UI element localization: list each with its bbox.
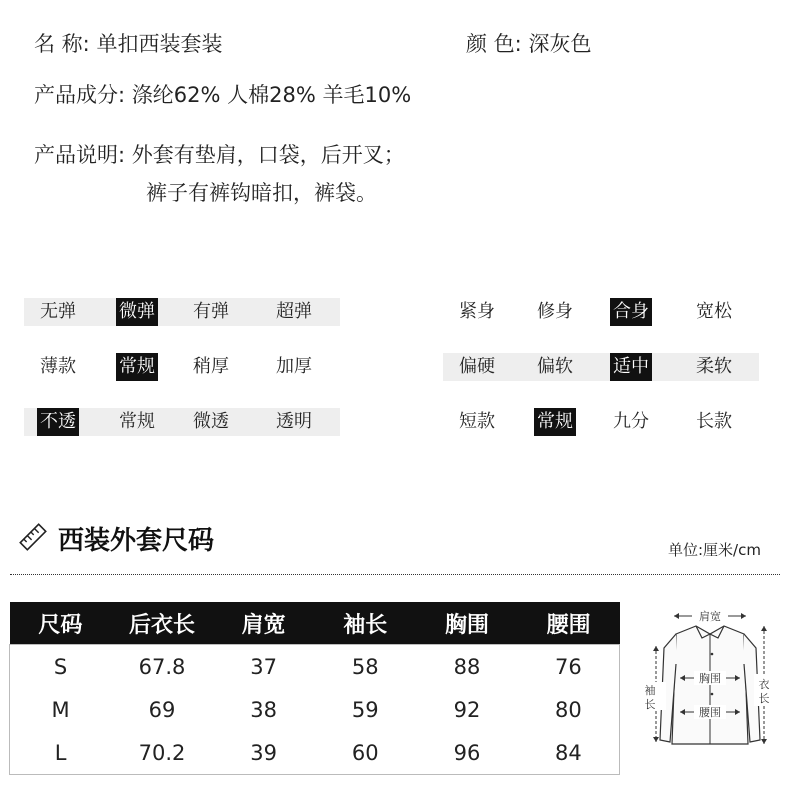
cell-shoulder: 39 xyxy=(250,740,277,765)
header-shoulder: 肩宽 xyxy=(213,602,315,645)
sleeve-label-char1: 袖 xyxy=(644,684,656,697)
cell-size: L xyxy=(54,740,67,765)
product-color xyxy=(466,30,591,58)
attr-length-2: 九分 xyxy=(613,411,649,432)
size-table xyxy=(9,602,620,775)
product-color-value: 深灰色 xyxy=(528,32,592,56)
product-desc-line1: 外套有垫肩，口袋，后开叉； xyxy=(131,143,405,167)
section-divider xyxy=(10,574,780,575)
product-color-label: 颜 色: xyxy=(466,32,522,56)
cell-sleeve: 59 xyxy=(351,697,379,722)
header-waist: 腰围 xyxy=(518,602,620,645)
size-chart-unit: 单位:厘米/cm xyxy=(668,541,761,559)
attr-thickness-0: 薄款 xyxy=(40,356,76,377)
cell-back-length: 67.8 xyxy=(138,654,186,679)
header-chest: 胸围 xyxy=(416,602,518,645)
product-material-label: 产品成分: xyxy=(34,83,126,107)
chest-label: 胸围 xyxy=(699,672,721,685)
attr-stretch-0: 无弹 xyxy=(40,301,76,322)
attr-thickness-1-selected: 常规 xyxy=(116,353,158,381)
attr-stretch-1-selected: 微弹 xyxy=(116,298,158,326)
attr-softness-3: 柔软 xyxy=(696,356,732,377)
waist-label: 腰围 xyxy=(699,706,721,719)
attr-fit-2-selected: 合身 xyxy=(610,298,652,326)
attr-row-length xyxy=(443,408,759,436)
attr-softness-1: 偏软 xyxy=(537,356,573,377)
cell-shoulder: 37 xyxy=(250,654,277,679)
cell-shoulder: 38 xyxy=(250,697,277,722)
attr-row-softness xyxy=(443,353,759,381)
product-material xyxy=(34,81,411,109)
cell-waist: 80 xyxy=(555,697,582,722)
product-desc-label: 产品说明: xyxy=(34,143,126,167)
attr-transparency-3: 透明 xyxy=(276,411,312,432)
header-size: 尺码 xyxy=(10,602,112,645)
attr-row-stretch xyxy=(24,298,340,326)
table-row xyxy=(10,645,620,689)
product-name-label: 名 称: xyxy=(34,32,90,56)
attr-length-3: 长款 xyxy=(696,411,732,432)
attr-fit-3: 宽松 xyxy=(696,301,732,322)
attr-thickness-3: 加厚 xyxy=(276,356,312,377)
attr-softness-0: 偏硬 xyxy=(459,356,495,377)
attr-row-fit xyxy=(443,298,759,326)
cell-back-length: 69 xyxy=(148,697,176,722)
attr-row-thickness xyxy=(24,353,340,381)
length-label-char1: 衣 xyxy=(758,678,770,691)
length-label-char2: 长 xyxy=(758,692,770,705)
attr-stretch-2: 有弹 xyxy=(193,301,229,322)
sleeve-label-char2: 长 xyxy=(644,698,656,711)
cell-sleeve: 58 xyxy=(351,654,379,679)
cell-chest: 96 xyxy=(453,740,481,765)
cell-chest: 92 xyxy=(453,697,481,722)
shoulder-label: 肩宽 xyxy=(699,610,721,623)
attr-stretch-3: 超弹 xyxy=(276,301,312,322)
cell-sleeve: 60 xyxy=(351,740,379,765)
table-row xyxy=(10,731,620,775)
cell-size: S xyxy=(53,654,68,679)
size-chart-title: 西装外套尺码 xyxy=(58,526,215,556)
cell-size: M xyxy=(51,697,70,722)
attr-transparency-0-selected: 不透 xyxy=(37,408,79,436)
product-name xyxy=(34,30,222,58)
attr-length-0: 短款 xyxy=(459,411,495,432)
attr-thickness-2: 稍厚 xyxy=(193,356,229,377)
ruler-icon xyxy=(18,522,48,552)
product-name-value: 单扣西装套装 xyxy=(96,32,223,56)
attr-fit-1: 修身 xyxy=(537,301,573,322)
shirt-diagram xyxy=(636,604,782,752)
header-back-length: 后衣长 xyxy=(111,602,213,645)
table-row xyxy=(10,688,620,731)
cell-back-length: 70.2 xyxy=(138,740,186,765)
size-table-header xyxy=(10,602,620,645)
cell-waist: 76 xyxy=(555,654,582,679)
attr-fit-0: 紧身 xyxy=(459,301,495,322)
attr-transparency-1: 常规 xyxy=(119,411,155,432)
cell-waist: 84 xyxy=(555,740,582,765)
attr-softness-2-selected: 适中 xyxy=(610,353,652,381)
attr-length-1-selected: 常规 xyxy=(534,408,576,436)
cell-chest: 88 xyxy=(453,654,481,679)
product-material-value: 涤纶62% 人棉28% 羊毛10% xyxy=(131,83,412,107)
attr-transparency-2: 微透 xyxy=(193,411,229,432)
attr-row-transparency xyxy=(24,408,340,436)
header-sleeve: 袖长 xyxy=(314,602,416,645)
product-description xyxy=(34,141,405,169)
product-desc-line2: 裤子有裤钩暗扣，裤袋。 xyxy=(146,181,377,205)
